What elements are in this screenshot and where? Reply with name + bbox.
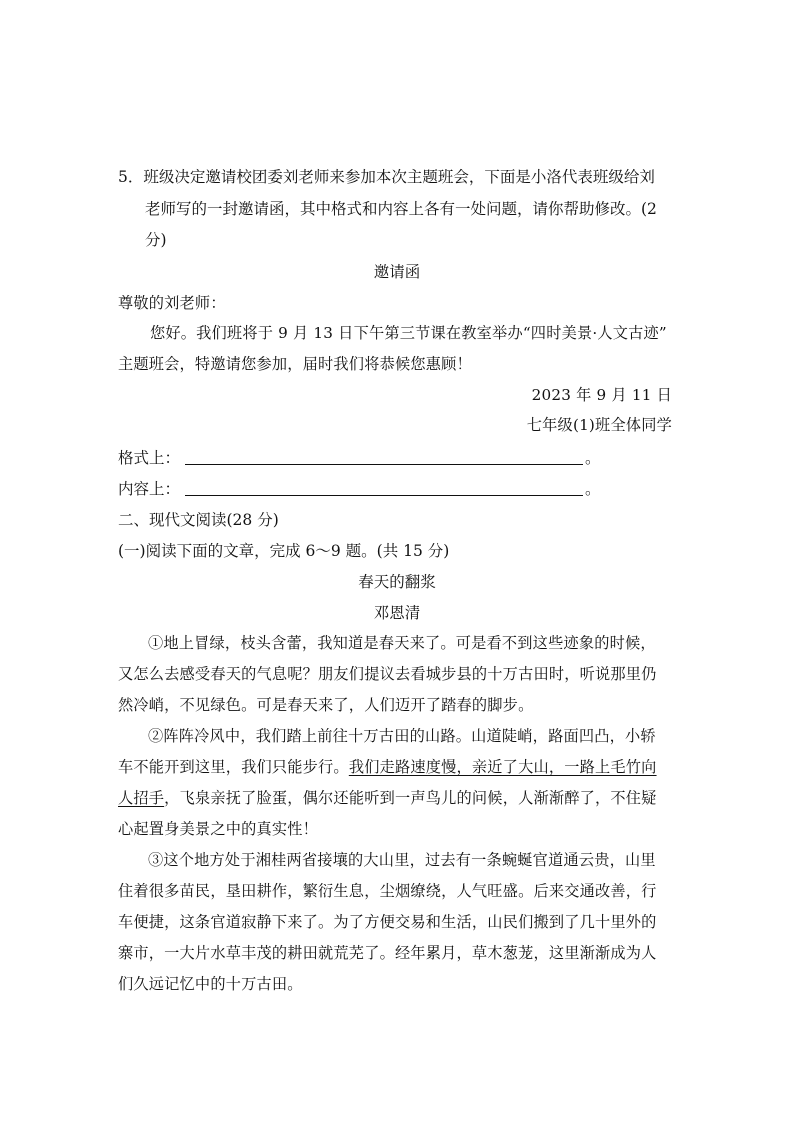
- question-5-line-3: 分): [145, 231, 167, 249]
- letter-signature: 七年级(1)班全体同学: [526, 416, 672, 434]
- letter-body-line-1: 您好。我们班将于 9 月 13 日下午第三节课在教室举办“四时美景·人文古迹”: [150, 324, 667, 342]
- letter-salutation: 尊敬的刘老师：: [118, 294, 226, 312]
- underlined-sentence-part-2: 人招手: [118, 789, 165, 807]
- question-5-line-2: 老师写的一封邀请函，其中格式和内容上各有一处问题，请你帮助修改。(2: [145, 200, 657, 218]
- paragraph-2-line-1: ②阵阵冷风中，我们踏上前往十万古田的山路。山道陡峭，路面凹凸，小轿: [148, 727, 656, 745]
- paragraph-2-line-4: 心起置身美景之中的真实性！: [118, 820, 319, 838]
- content-answer-end: 。: [585, 480, 601, 498]
- paragraph-3-line-4: 寨市，一大片水草丰茂的耕田就荒芜了。经年累月，草木葱茏，这里渐渐成为人: [118, 944, 657, 962]
- paragraph-2-line-3-text: ，飞泉亲抚了脸蛋，偶尔还能听到一声鸟儿的问候，人渐渐醉了，不住疑: [164, 789, 657, 807]
- paragraph-1-line-1: ①地上冒绿，枝头含蕾，我知道是春天来了。可是看不到这些迹象的时候，: [148, 634, 656, 652]
- article-title: 春天的翻浆: [358, 573, 436, 591]
- section-2-heading: 二、现代文阅读(28 分): [118, 511, 279, 529]
- letter-body-line-2: 主题班会，特邀请您参加，届时我们将恭候您惠顾！: [118, 355, 472, 373]
- paragraph-3-line-1: ③这个地方处于湘桂两省接壤的大山里，过去有一条蜿蜒官道通云贵，山里: [148, 851, 656, 869]
- format-answer-label: 格式上：: [118, 449, 181, 467]
- content-answer-line[interactable]: [185, 495, 583, 496]
- paragraph-2-line-3: [118, 787, 657, 808]
- format-answer-end: 。: [585, 449, 601, 467]
- paragraph-3-line-3: 车便捷，这条官道寂静下来了。为了方便交易和生活，山民们搬到了几十里外的: [118, 913, 657, 931]
- letter-title: 邀请函: [373, 263, 421, 281]
- paragraph-3-line-2: 住着很多苗民，垦田耕作，繁衍生息，尘烟缭绕，人气旺盛。后来交通改善，行: [118, 882, 657, 900]
- paragraph-2-line-2-text: 车不能开到这里，我们只能步行。: [118, 758, 349, 776]
- paragraph-3-line-5: 们久远记忆中的十万古田。: [118, 975, 303, 993]
- underlined-sentence-part-1: 我们走路速度慢，亲近了大山，一路上毛竹向: [348, 758, 657, 776]
- format-answer-line[interactable]: [185, 464, 583, 465]
- paragraph-1-line-3: 然冷峭，不见绿色。可是春天来了，人们迈开了踏春的脚步。: [118, 696, 534, 714]
- paragraph-2-line-2: [118, 756, 657, 777]
- section-2-subheading: (一)阅读下面的文章，完成 6～9 题。(共 15 分): [118, 542, 450, 560]
- content-answer-label: 内容上：: [118, 480, 181, 498]
- question-5-line-1: 5．班级决定邀请校团委刘老师来参加本次主题班会，下面是小洛代表班级给刘: [118, 168, 655, 186]
- letter-date: 2023 年 9 月 11 日: [531, 386, 672, 404]
- paragraph-1-line-2: 又怎么去感受春天的气息呢？朋友们提议去看城步县的十万古田时，听说那里仍: [118, 665, 657, 683]
- article-author: 邓恩清: [373, 604, 421, 622]
